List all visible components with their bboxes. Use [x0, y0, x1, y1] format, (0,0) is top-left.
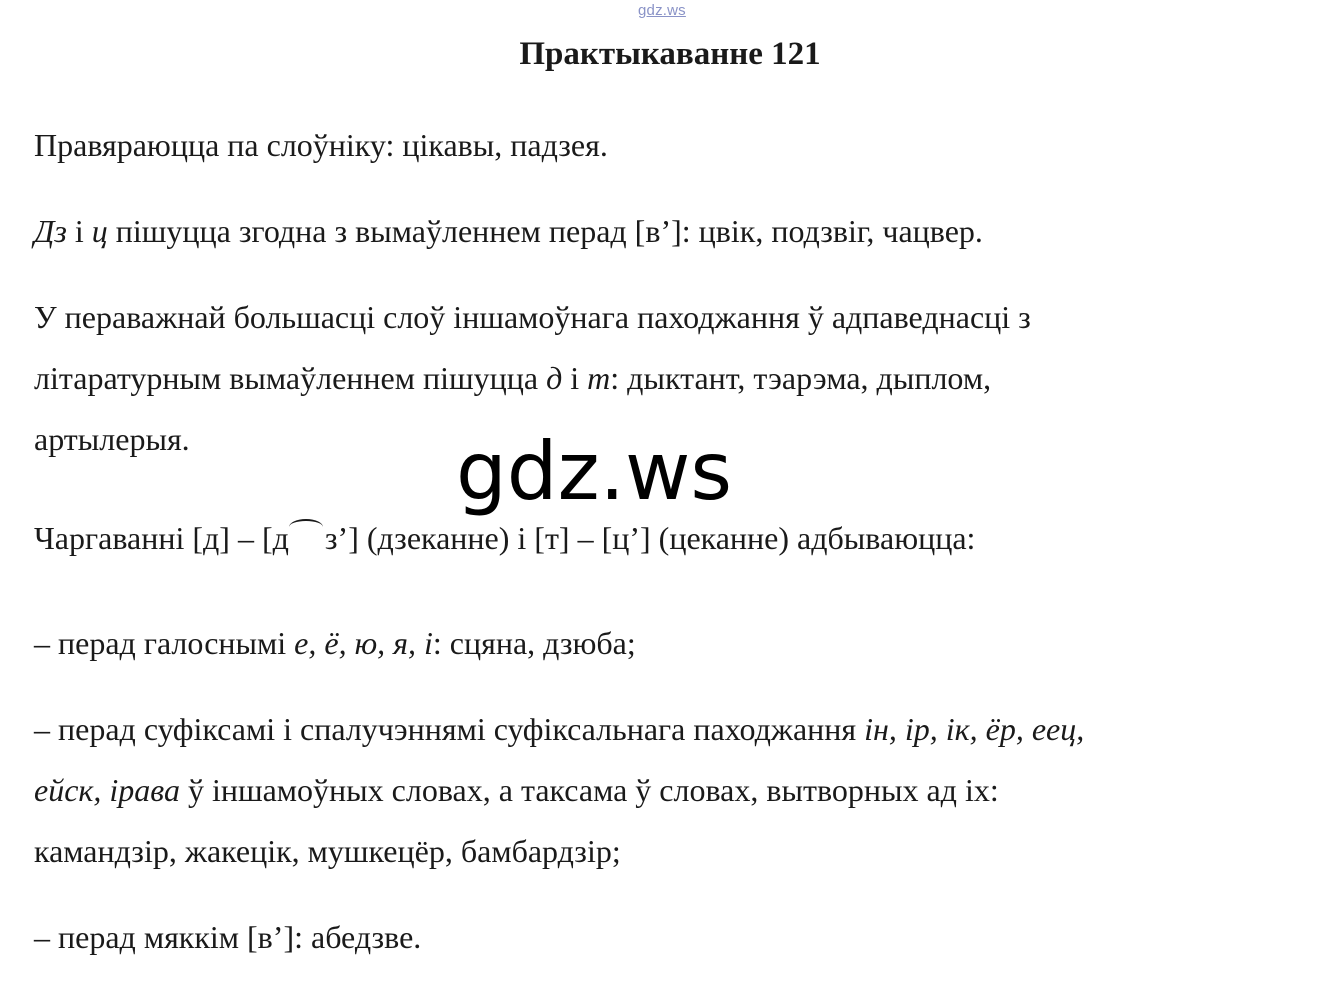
italic-t: т [587, 360, 611, 396]
italic-suffixes: ейск, ірава [34, 772, 180, 808]
italic-dz: Дз [34, 213, 67, 249]
text-segment: літаратурным вымаўленнем пішуцца [34, 360, 547, 396]
paragraph-dz-ts [34, 211, 983, 251]
paragraph-foreign-words-line1: У пераважнай большасці слоў іншамоўнага паходжання ў адпаведнасці з [34, 299, 1031, 335]
text-segment: – перад галоснымі [34, 625, 295, 661]
text-segment: ў іншамоўных словах, а таксама ў словах, вытворных ад іх: [179, 772, 999, 808]
list-item-soft-v: – перад мяккім [в’]: абедзве. [34, 919, 422, 955]
paragraph-dictionary-check: Правяраюцца па слоўніку: цікавы, падзея. [34, 127, 608, 163]
italic-d: д [546, 360, 563, 396]
list-item-suffixes-line1 [34, 709, 1084, 749]
text-segment: : дыктант, тэарэма, дыплом, [610, 360, 992, 396]
conjunction: і [66, 213, 92, 249]
list-item-suffixes-line2 [34, 770, 999, 810]
page-title: Практыкаванне 121 [519, 36, 821, 72]
text-segment: – перад суфіксамі і спалучэннямі суфіксальнага паходжання [34, 711, 865, 747]
list-item-suffixes-line3: камандзір, жакецік, мушкецёр, бамбардзір; [34, 833, 621, 869]
watermark-logo: gdz.ws [456, 425, 733, 518]
paragraph-dz-ts-rest: пішуцца згодна з вымаўленнем перад [в’]: цвік, подзвіг, чацвер. [107, 213, 983, 249]
italic-vowels: е, ё, ю, я, і [294, 625, 433, 661]
italic-ts: ц [91, 213, 108, 249]
text-segment: з’] (дзеканне) і [т] – [ц’] (цеканне) адбываюцца: [324, 520, 976, 556]
watermark-link[interactable]: gdz.ws [638, 2, 686, 19]
conjunction: і [562, 360, 588, 396]
paragraph-alternation [34, 518, 975, 558]
text-segment: Чаргаванні [д] – [д [34, 520, 289, 556]
italic-suffixes: ін, ір, ік, ёр, еец, [864, 711, 1085, 747]
paragraph-foreign-words-line3: артылерыя. [34, 421, 190, 457]
text-segment: : сцяна, дзюба; [432, 625, 636, 661]
list-item-vowels [34, 623, 636, 663]
paragraph-foreign-words-line2 [34, 358, 991, 398]
